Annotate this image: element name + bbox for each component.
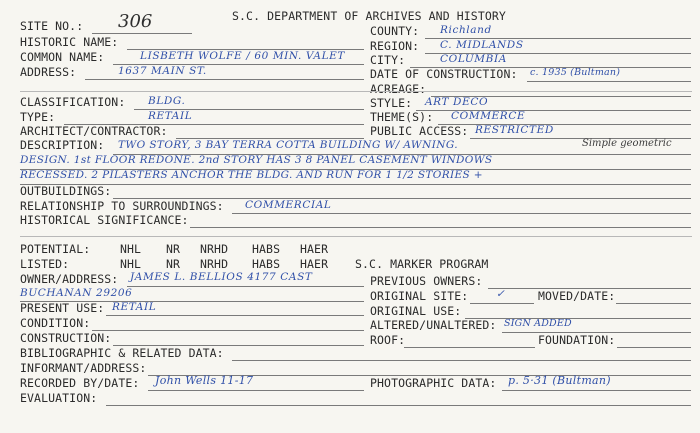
description-text-1: TWO STORY, 3 BAY TERRA COTTA BUILDING W/ AWNING. bbox=[118, 139, 458, 151]
type-value: RETAIL bbox=[148, 110, 193, 122]
date-construction-label: DATE OF CONSTRUCTION: bbox=[370, 67, 518, 81]
original-site-line bbox=[470, 303, 534, 304]
region-label: REGION: bbox=[370, 39, 420, 53]
address-line bbox=[85, 79, 364, 80]
photographic-line bbox=[502, 390, 691, 391]
listed-nhl: NHL bbox=[120, 257, 142, 271]
classification-value: BLDG. bbox=[148, 95, 186, 107]
moved-date-label: MOVED/DATE: bbox=[538, 289, 616, 303]
outbuildings-label: OUTBUILDINGS: bbox=[20, 184, 112, 198]
potential-nrhd: NRHD bbox=[200, 242, 229, 256]
sc-marker-label: S.C. MARKER PROGRAM bbox=[355, 257, 489, 271]
photographic-label: PHOTOGRAPHIC DATA: bbox=[370, 376, 497, 390]
construction-label: CONSTRUCTION: bbox=[20, 331, 112, 345]
relationship-value: COMMERCIAL bbox=[245, 199, 332, 211]
county-label: COUNTY: bbox=[370, 24, 420, 38]
potential-label: POTENTIAL: bbox=[20, 242, 91, 256]
common-name-value: LISBETH WOLFE / 60 MIN. VALET bbox=[140, 50, 346, 62]
evaluation-label: EVALUATION: bbox=[20, 391, 98, 405]
listed-nrhd: NRHD bbox=[200, 257, 229, 271]
date-construction-value: c. 1935 (Bultman) bbox=[530, 67, 621, 78]
listed-label: LISTED: bbox=[20, 257, 70, 271]
acreage-label: ACREAGE: bbox=[370, 82, 427, 96]
themes-label: THEME(S): bbox=[370, 110, 434, 124]
foundation-line bbox=[617, 347, 691, 348]
photographic-value: p. 5·31 (Bultman) bbox=[508, 374, 611, 387]
description-line-3 bbox=[20, 184, 691, 185]
relationship-label: RELATIONSHIP TO SURROUNDINGS: bbox=[20, 199, 224, 213]
potential-habs: HABS bbox=[252, 242, 281, 256]
roof-line bbox=[404, 347, 535, 348]
public-access-value: RESTRICTED bbox=[475, 124, 554, 136]
owner-address-label: OWNER/ADDRESS: bbox=[20, 272, 119, 286]
present-use-value: RETAIL bbox=[112, 301, 157, 313]
owner-line-1 bbox=[127, 286, 364, 287]
historic-name-label: HISTORIC NAME: bbox=[20, 35, 119, 49]
listed-habs: HABS bbox=[252, 257, 281, 271]
listed-nr: NR bbox=[166, 257, 181, 271]
altered-label: ALTERED/UNALTERED: bbox=[370, 318, 497, 332]
original-site-check: ✓ bbox=[496, 288, 506, 300]
significance-label: HISTORICAL SIGNIFICANCE: bbox=[20, 213, 189, 227]
address-label: ADDRESS: bbox=[20, 65, 77, 79]
moved-date-line bbox=[616, 303, 691, 304]
style-value: ART DECO bbox=[425, 96, 489, 108]
county-value: Richland bbox=[440, 24, 492, 36]
significance-line bbox=[190, 227, 691, 228]
city-value: COLUMBIA bbox=[440, 53, 507, 65]
original-site-label: ORIGINAL SITE: bbox=[370, 289, 469, 303]
owner-value-1: JAMES L. BELLIOS 4177 CAST bbox=[130, 271, 313, 283]
address-value: 1637 MAIN ST. bbox=[118, 65, 207, 77]
site-no-label: SITE NO.: bbox=[20, 19, 84, 33]
relationship-line bbox=[232, 213, 691, 214]
style-label: STYLE: bbox=[370, 96, 413, 110]
potential-nhl: NHL bbox=[120, 242, 142, 256]
recorded-by-value: John Wells 11-17 bbox=[155, 374, 254, 387]
common-name-label: COMMON NAME: bbox=[20, 50, 105, 64]
description-label: DESCRIPTION: bbox=[20, 138, 105, 152]
bibliographic-line bbox=[232, 360, 691, 361]
architect-label: ARCHITECT/CONTRACTOR: bbox=[20, 124, 168, 138]
bibliographic-label: BIBLIOGRAPHIC & RELATED DATA: bbox=[20, 346, 224, 360]
potential-nr: NR bbox=[166, 242, 181, 256]
present-use-line bbox=[106, 315, 364, 316]
condition-label: CONDITION: bbox=[20, 316, 91, 330]
type-label: TYPE: bbox=[20, 110, 56, 124]
description-text-1b: Simple geometric bbox=[582, 138, 672, 149]
altered-value: SIGN ADDED bbox=[504, 318, 572, 329]
evaluation-line bbox=[106, 405, 691, 406]
themes-value: COMMERCE bbox=[451, 110, 526, 122]
section-divider-1 bbox=[20, 91, 692, 92]
informant-label: INFORMANT/ADDRESS: bbox=[20, 361, 147, 375]
description-text-3: RECESSED. 2 PILASTERS ANCHOR THE BLDG. AND RUN FOR 1 1/2 STORIES + bbox=[20, 169, 483, 181]
recorded-by-line bbox=[148, 390, 364, 391]
owner-value-2: BUCHANAN 29206 bbox=[20, 287, 133, 299]
site-no-line bbox=[92, 33, 192, 34]
original-use-line bbox=[465, 318, 691, 319]
previous-owners-label: PREVIOUS OWNERS: bbox=[370, 274, 483, 288]
city-label: CITY: bbox=[370, 53, 406, 67]
site-no-value: 306 bbox=[118, 11, 153, 32]
roof-label: ROOF: bbox=[370, 333, 406, 347]
public-access-label: PUBLIC ACCESS: bbox=[370, 124, 469, 138]
listed-haer: HAER bbox=[300, 257, 329, 271]
potential-haer: HAER bbox=[300, 242, 329, 256]
condition-line bbox=[92, 330, 364, 331]
description-text-2: DESIGN. 1st FLOOR REDONE. 2nd STORY HAS 3 8 PANEL CASEMENT WINDOWS bbox=[20, 154, 493, 166]
recorded-by-label: RECORDED BY/DATE: bbox=[20, 376, 140, 390]
original-use-label: ORIGINAL USE: bbox=[370, 304, 462, 318]
classification-label: CLASSIFICATION: bbox=[20, 95, 126, 109]
region-value: C. MIDLANDS bbox=[440, 39, 524, 51]
foundation-label: FOUNDATION: bbox=[538, 333, 616, 347]
card-title: S.C. DEPARTMENT OF ARCHIVES AND HISTORY bbox=[232, 9, 506, 23]
section-divider-2 bbox=[20, 236, 692, 237]
present-use-label: PRESENT USE: bbox=[20, 301, 105, 315]
date-construction-line bbox=[527, 81, 691, 82]
